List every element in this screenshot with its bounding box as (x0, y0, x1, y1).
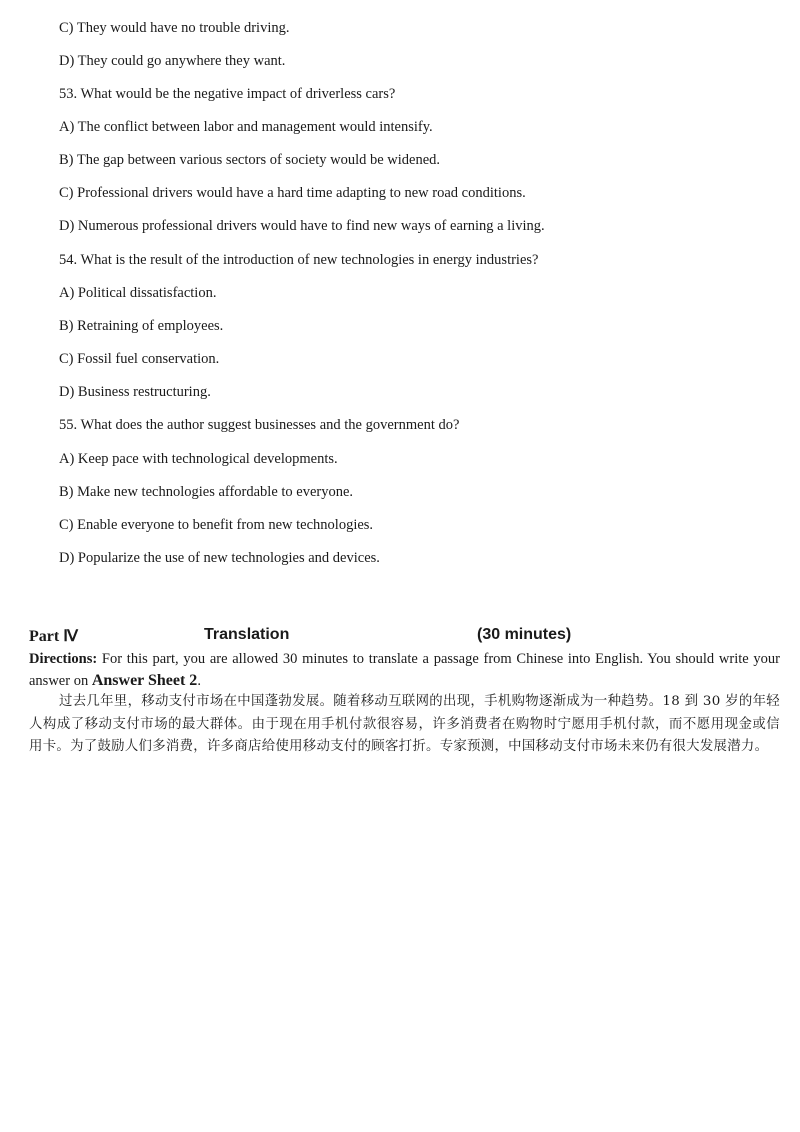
directions-text: For this part, you are allowed 30 minutes to translate a passage from Chinese into English. You should write your answer on (29, 651, 780, 689)
question-55: 55. What does the author suggest businesses and the government do? (59, 417, 460, 433)
option-c-53: C) Professional drivers would have a hard time adapting to new road conditions. (59, 185, 526, 201)
option-c-54: C) Fossil fuel conservation. (59, 351, 220, 367)
part-label: Part Ⅳ (29, 628, 78, 645)
translation-passage: 过去几年里，移动支付市场在中国蓬勃发展。随着移动互联网的出现，手机购物逐渐成为一种趋势。18 到 30 岁的年轻人构成了移动支付市场的最大群体。由于现在用手机付款很容易，许多消费者在购物时宁愿用手机付款，而不愿用现金或信用卡。为了鼓励人们多消费，许多商店给使用移动支付的顾客打折。专家预测，中国移动支付市场未来仍有很大发展潜力。 (29, 694, 780, 754)
part-title: Translation (204, 626, 290, 643)
option-d-55: D) Popularize the use of new technologies and devices. (59, 550, 380, 566)
option-d-52: D) They could go anywhere they want. (59, 53, 286, 69)
option-c-55: C) Enable everyone to benefit from new technologies. (59, 517, 374, 533)
question-53: 53. What would be the negative impact of driverless cars? (59, 86, 396, 102)
directions (29, 648, 780, 692)
answer-sheet-ref: Answer Sheet 2 (91, 672, 198, 689)
directions-label: Directions: (29, 651, 98, 667)
question-54: 54. What is the result of the introduction of new technologies in energy industries? (59, 252, 539, 268)
option-b-54: B) Retraining of employees. (59, 318, 224, 334)
part-time: (30 minutes) (477, 626, 572, 643)
option-a-53: A) The conflict between labor and management would intensify. (59, 119, 433, 135)
directions-end: . (197, 673, 201, 689)
option-a-55: A) Keep pace with technological developments. (59, 451, 338, 467)
option-d-54: D) Business restructuring. (59, 384, 211, 400)
option-b-55: B) Make new technologies affordable to everyone. (59, 484, 354, 500)
option-b-53: B) The gap between various sectors of society would be widened. (59, 152, 441, 168)
option-c-52: C) They would have no trouble driving. (59, 20, 290, 36)
part-header (29, 626, 779, 648)
option-a-54: A) Political dissatisfaction. (59, 285, 217, 301)
option-d-53: D) Numerous professional drivers would have to find new ways of earning a living. (59, 218, 545, 234)
